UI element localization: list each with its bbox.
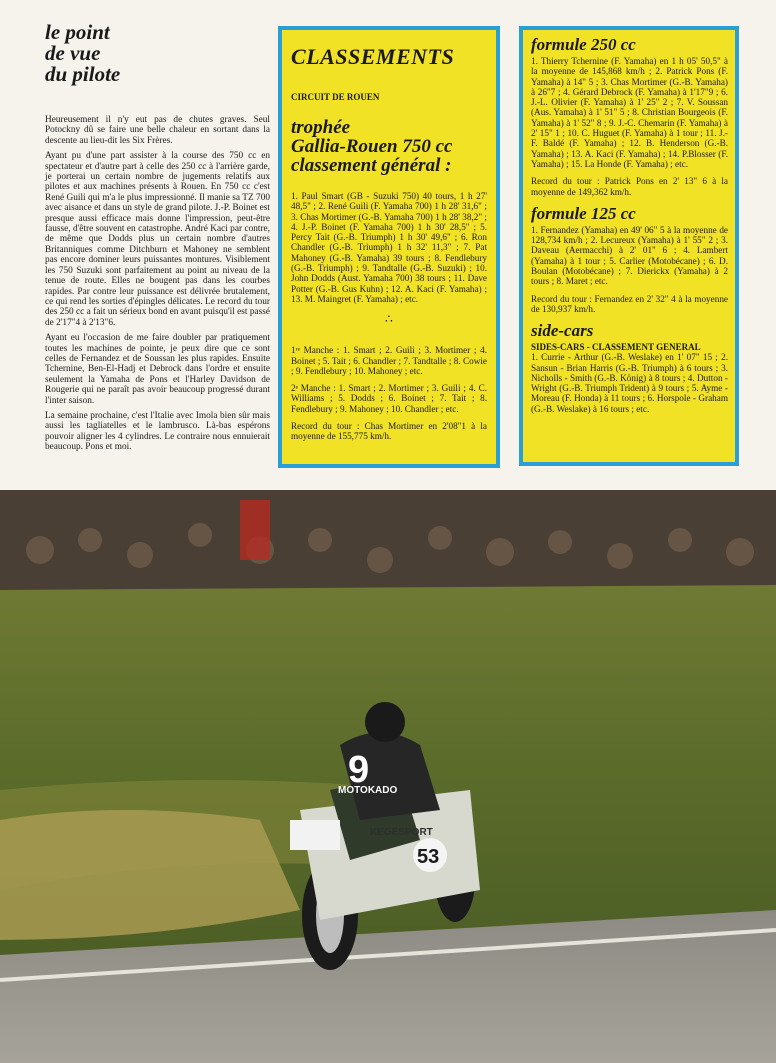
circuit-name: CIRCUIT DE ROUEN (291, 92, 380, 102)
sidecar-title: side-cars (531, 321, 594, 341)
crowd-area (0, 490, 776, 600)
title-line: le point (45, 20, 110, 44)
paragraph: Heureusement il n'y eut pas de chutes graves. Seul Potockny dû se faire une belle chaleur en sortant dans la descente au lieu-dit les Six Frères. (45, 115, 270, 146)
fairing-number: 53 (417, 846, 440, 868)
f250-record: Record du tour : Patrick Pons en 2' 13" 6 à la moyenne de 149,362 km/h. (531, 176, 728, 197)
helmet (365, 702, 405, 742)
sidecar-results: 1. Currie - Arthur (G.-B. Weslake) en 1' 07" 15 ; 2. Sansun - Brian Harris (G.-B. Triumph) à 6 tours ; 3. Nicholls - Smith (G.-B. König) à 8 tours ; 4. Dutton - Wright (G.-B. Triumph Trident) à 9 tours ; 5. Ayme - Moreau (F. Honda) à 11 tours ; 6. Horspole - Graham (G.-B. Weslake) à 16 tours ; etc. (531, 352, 728, 414)
f250-results: 1. Thierry Tchernine (F. Yamaha) en 1 h 05' 50,5" à la moyenne de 145,868 km/h ; 2. Patrick Pons (F. Yamaha) à 14" 5 ; 3. Chas Mortimer (G.-B. Yamaha) à 26"7 ; 4. Gérard Debrock (F. Yamaha) à 1'17"9 ; 6. J.-L. Olivier (F. Yamaha) à 1' 25" 2 ; 7. V. Soussan (Aus. Yamaha) à 1' 51" 5 ; 8. Christian Bourgeois (F. Yamaha) à 1' 52" 8 ; 9. J.-C. Chemarin (F. Yamaha) à 2' 15" 1 ; 10. C. Huguet (F. Yamaha) à 1 tour ; 11. J.-F. Baldé (F. Yamaha) ; 12. B. Henderson (G.-B. Yamaha) ; 13. A. Kaci (F. Yamaha) ; 14. P.Blosser (F. Yamaha) ; 15. La Honde (F. Yamaha) ; etc. (531, 56, 728, 169)
title-line: de vue (45, 41, 101, 65)
manche1-results: 1ʳᵉ Manche : 1. Smart ; 2. Guili ; 3. Mortimer ; 4. Boinet ; 5. Tait ; 6. Chandler ; 7. Tandtalle ; 8. Cowie ; 9. Fendlebury ; 10. Mahoney ; etc. (291, 345, 487, 376)
trophy-line: classement général : (291, 155, 452, 176)
trophy-title (291, 118, 487, 175)
classements-title: CLASSEMENTS (291, 44, 455, 69)
f250-title: formule 250 cc (531, 35, 636, 54)
f125-title: formule 125 cc (531, 203, 636, 223)
separator-dots: ∴ (385, 312, 393, 327)
title-line: du pilote (45, 62, 121, 86)
results-box (519, 26, 739, 466)
race-photo (0, 490, 776, 1063)
trophy-line: trophée (291, 117, 351, 138)
paragraph: Ayant pu d'une part assister à la course des 750 cc en spectateur et d'autre part à celle des 250 cc à l'arrière garde, je porterai un certain nombre de jugements relatifs aux pilotes et aux machines présents à Rouen. En 750 cc c'est René Guili qui m'a le plus impressionné. Il manie sa TZ 700 avec aisance et dans un style de grand pilote. J.-P. Boinet est presque aussi efficace mais donne l'impression, peut-être fausse, d'être souvent en catastrophe. André Kaci par contre, de même que Dodds plus un certain nombre d'autres Britanniques comme Ditchburn et Mahoney ne semblent pas encore dominer leurs puissantes montures. Visiblement les 750 Suzuki sont parfaitement au point au niveau de la tenue de route. Elles ne bougent pas dans les courbes rapides. Par contre leur puissance est délivrée brutalement, ce qui rend les sorties d'épingles délicates. Le record du tour des 250 cc a fait un sérieux bond en avant puisqu'il est passé de 2'17"4 à 2'13"6. (45, 151, 270, 328)
manche2-results: 2ᵉ Manche : 1. Smart ; 2. Mortimer ; 3. Guili ; 4. C. Williams ; 5. Dodds ; 6. Boinet ; 7. Tait ; 8. Fendlebury ; 9. Mahoney ; 10. Chandler ; etc. (291, 383, 487, 414)
sidecar-subheading: SIDES-CARS - CLASSEMENT GENERAL (531, 342, 701, 353)
fairing-text: KEGESPORT (370, 827, 433, 838)
trophy-line: Gallia-Rouen 750 cc (291, 136, 453, 157)
paragraph: Ayant eu l'occasion de me faire doubler par pratiquement toutes les machines de pointe, je peux dire que ce sont celles de Fernandez et de Soussan les plus rapides. Ensuite Tchernine, Ben-El-Hadj et Debrock dans l'ordre et ensuite seulement la Yamaha de Pons et l'Harley Davidson de Rougerie qui ne paraît pas avoir beaucoup progressé durant l'inter saison. (45, 333, 270, 406)
column-title (45, 22, 270, 85)
f125-record: Record du tour : Fernandez en 2' 32" 4 à la moyenne de 130,937 km/h. (531, 293, 728, 314)
classements-box (278, 26, 500, 468)
general-results: 1. Paul Smart (GB - Suzuki 750) 40 tours, 1 h 27' 48,5" ; 2. René Guili (F. Yamaha 700) 1 h 28' 31,6" ; 3. Chas Mortimer (G.-B. Yamaha 700) 1 h 28' 38,2" ; 4. J.-P. Boinet (F. Yamaha 700) 1 h 30' 28,5" ; 5. Percy Tait (G.-B. Triumph) 1 h 30' 49,6" ; 6. Ron Chandler (G.-B. Triumph) 1 h 32' 11,3" ; 7. Pat Mahoney (G.-B. Yamaha) 39 tours ; 8. Fendlebury (G.-B. Triumph) ; 9. Tandtalle (G.-B. Suzuki) ; 10. John Dodds (Aust. Yamaha 700) 38 tours ; 11. Dave Potter (G.-B. Gus Kuhn) ; 12. A. Kaci (F. Yamaha) ; 13. M. Maingret (F. Yamaha) ; etc. (291, 191, 487, 304)
paragraph: La semaine prochaine, c'est l'Italie avec Imola bien sûr mais aussi les tagliatelles et le lambrusco. Là-bas espérons pouvoir aligner les 4 cylindres. Le contraire nous ennuierait beaucoup. Pons et moi. (45, 410, 270, 453)
pilot-column (45, 22, 270, 458)
race-photo-illustration (0, 490, 776, 1063)
f125-results: 1. Fernandez (Yamaha) en 49' 06" 5 à la moyenne de 128,734 km/h ; 2. Lecureux (Yamaha) à 1' 55" 2 ; 3. Daveau (Aermacchi) à 2' 01" 6 ; 4. Lambert (Yamaha) à 1 tour ; 5. Carlier (Motobécane) ; 6. D. Boulan (Motobécane) ; 7. Dierickx (Yamaha) à 2 tours ; 8. Maret ; etc. (531, 224, 728, 287)
lap-record: Record du tour : Chas Mortimer en 2'08"1 à la moyenne de 155,775 km/h. (291, 421, 487, 442)
rider-number: 9 (348, 749, 370, 791)
leathers-text: MOTOKADO (338, 785, 398, 796)
